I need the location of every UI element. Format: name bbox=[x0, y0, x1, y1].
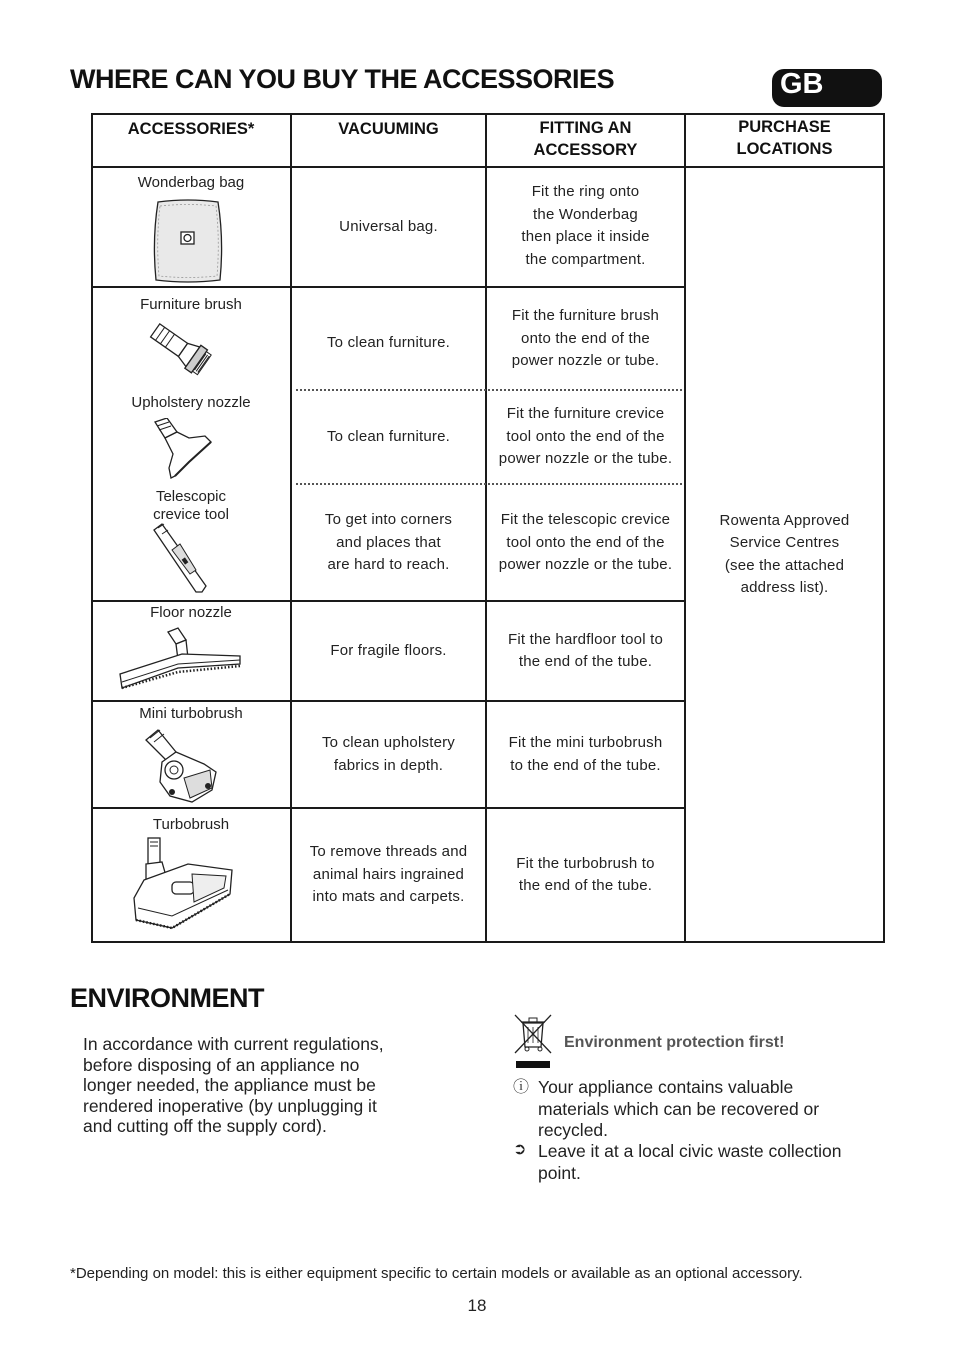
environment-text: In accordance with current regulations, before disposing of an appliance no longer needed, the appliance must be rendered inoperative (by unplugging it and cutting off the supply cord). bbox=[83, 1034, 384, 1136]
vacuuming-cell: Universal bag. bbox=[339, 217, 438, 235]
vacuuming-cell: To clean furniture. bbox=[326, 427, 451, 445]
accessory-name: Telescopic crevice tool bbox=[153, 488, 229, 523]
arrow-icon: ➲ bbox=[513, 1141, 527, 1158]
mini-turbobrush-icon bbox=[140, 726, 218, 804]
turbobrush-icon bbox=[132, 836, 236, 934]
vacuuming-cell: To clean upholstery fabrics in depth. bbox=[321, 734, 456, 774]
page-number: 18 bbox=[467, 1296, 487, 1315]
table-border-right bbox=[883, 113, 885, 943]
bullet-text: Your appliance contains valuable materials which can be recovered or recycled. bbox=[538, 1077, 820, 1140]
table-border-bottom bbox=[91, 941, 885, 943]
vacuuming-cell: To remove threads and animal hairs ingrained into mats and carpets. bbox=[309, 843, 468, 906]
fitting-cell: Fit the hardfloor tool to the end of the tube. bbox=[507, 630, 664, 670]
environment-protection-title: Environment protection first! bbox=[564, 1034, 785, 1051]
fitting-cell: Fit the ring onto the Wonderbag then place it inside the compartment. bbox=[521, 183, 650, 268]
crevice-tool-icon bbox=[150, 522, 210, 594]
furniture-brush-icon bbox=[145, 322, 215, 376]
column-header-fitting: FITTING AN ACCESSORY bbox=[533, 119, 638, 159]
fitting-cell: Fit the turbobrush to the end of the tube. bbox=[516, 854, 655, 894]
fitting-cell: Fit the furniture crevice tool onto the end of the power nozzle or the tube. bbox=[498, 405, 673, 468]
footnote: *Depending on model: this is either equipment specific to certain models or available as an optional accessory. bbox=[70, 1265, 803, 1282]
upholstery-nozzle-icon bbox=[145, 418, 215, 482]
fitting-cell: Fit the telescopic crevice tool onto the end of the power nozzle or the tube. bbox=[498, 511, 673, 574]
environment-title: ENVIRONMENT bbox=[70, 983, 265, 1013]
crossed-out-bin-icon bbox=[513, 1013, 553, 1069]
bullet-text: Leave it at a local civic waste collection point. bbox=[538, 1141, 842, 1183]
fitting-cell: Fit the furniture brush onto the end of the power nozzle or tube. bbox=[511, 307, 660, 370]
accessory-name: Wonderbag bag bbox=[137, 174, 245, 191]
accessory-name: Turbobrush bbox=[152, 816, 230, 833]
page-title: WHERE CAN YOU BUY THE ACCESSORIES bbox=[70, 64, 615, 94]
accessory-name: Mini turbobrush bbox=[139, 705, 243, 722]
info-icon: ⓘ bbox=[513, 1079, 530, 1096]
language-badge: GB bbox=[772, 69, 882, 107]
floor-nozzle-icon bbox=[116, 626, 242, 694]
vacuuming-cell: For fragile floors. bbox=[330, 641, 447, 659]
accessory-name: Floor nozzle bbox=[150, 604, 232, 621]
purchase-location-cell: Rowenta Approved Service Centres (see the attached address list). bbox=[719, 511, 850, 596]
fitting-cell: Fit the mini turbobrush to the end of the tube. bbox=[508, 734, 663, 774]
wonderbag-icon bbox=[150, 198, 226, 284]
dotted-divider bbox=[296, 483, 682, 485]
vacuuming-cell: To get into corners and places that are hard to reach. bbox=[324, 511, 453, 574]
table-border-top bbox=[91, 113, 885, 115]
column-header-purchase: PURCHASE LOCATIONS bbox=[736, 118, 833, 158]
accessory-name: Furniture brush bbox=[140, 296, 242, 313]
column-header-vacuuming: VACUUMING bbox=[338, 120, 439, 138]
column-header-accessories: ACCESSORIES* bbox=[127, 120, 255, 138]
accessory-name: Upholstery nozzle bbox=[131, 394, 251, 411]
vacuuming-cell: To clean furniture. bbox=[326, 333, 451, 351]
